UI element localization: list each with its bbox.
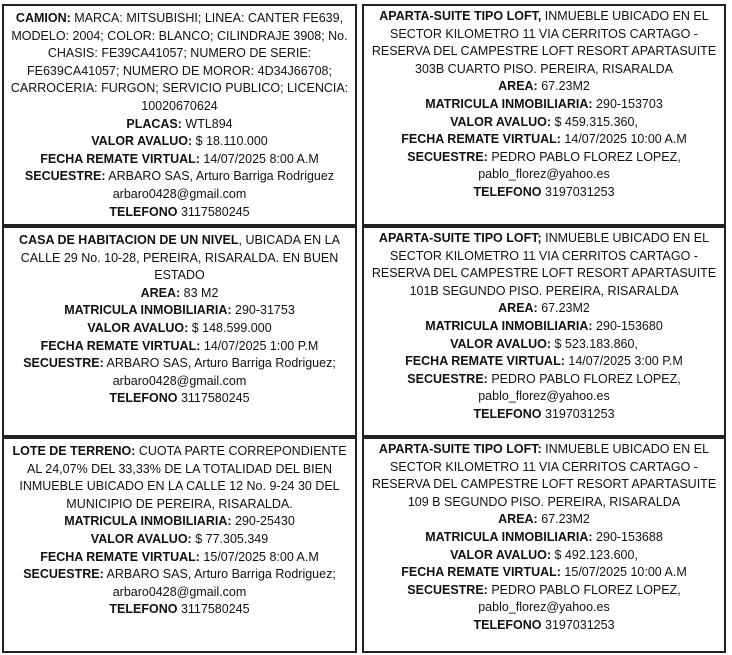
field-label: SECUESTRE: [23, 567, 104, 582]
field-value: 3197031253 [541, 406, 615, 421]
field-valor-avaluo [9, 531, 350, 549]
field-matricula [9, 513, 350, 531]
field-value: ARBARO SAS, Arturo Barriga Rodriguez; arbaro0428@gmail.com [103, 356, 336, 388]
field-telefono [369, 184, 719, 202]
listing-description: MARCA: MITSUBISHI; LINEA: CANTER FE639, MODELO: 2004; COLOR: BLANCO; CILINDRAJE 3908; No. CHASIS: FE39CA41057; NUMERO DE SERIE: FE639CA41057; NUMERO DE MOROR: 4D34J66708; CARROCERIA: FURGON; SERVICIO PUBLICO; LICENCIA: 10020670624 [10, 11, 349, 113]
listing-apartasuite-109b [362, 437, 726, 653]
field-fecha-remate [369, 353, 719, 371]
listing-apartasuite-101b [362, 226, 726, 437]
field-value: $ 77.305.349 [191, 531, 269, 546]
field-value: $ 492.123.600, [551, 547, 638, 562]
field-label: FECHA REMATE VIRTUAL: [401, 565, 561, 580]
field-value: 290-153703 [592, 96, 663, 111]
listing-summary [369, 230, 719, 300]
field-value: $ 523.183.860, [551, 336, 638, 351]
field-label: VALOR AVALUO: [450, 336, 552, 351]
field-value: 290-153688 [592, 529, 663, 544]
listing-heading: APARTA-SUITE TIPO LOFT, [379, 9, 542, 23]
field-label: MATRICULA INMOBILIARIA: [425, 529, 593, 544]
field-matricula [9, 302, 350, 320]
field-label: AREA: [498, 512, 538, 527]
field-label: VALOR AVALUO: [450, 114, 552, 129]
field-label: TELEFONO [109, 391, 178, 406]
listing-description: INMUEBLE UBICADO EN EL SECTOR KILOMETRO 11 VIA CERRITOS CARTAGO - RESERVA DEL CAMPESTRE LOFT RESORT APARTASUITE 101B SEGUNDO PISO. PEREIRA, RISARALDA [371, 231, 717, 298]
listing-description: , UBICADA EN LA CALLE 29 No. 10-28, PEREIRA, RISARALDA. EN BUEN ESTADO [20, 233, 340, 283]
field-fecha-remate [369, 564, 719, 582]
field-label: SECUESTRE: [23, 356, 104, 371]
field-secuestre [9, 566, 350, 601]
field-placas [9, 116, 350, 134]
field-matricula [369, 529, 719, 547]
listing-summary [369, 441, 719, 511]
field-value: 3117580245 [177, 391, 250, 406]
field-value: ARBARO SAS, Arturo Barriga Rodriguez arbaro0428@gmail.com [105, 169, 335, 201]
field-valor-avaluo [369, 547, 719, 565]
field-label: FECHA REMATE VIRTUAL: [40, 549, 200, 564]
field-label: VALOR AVALUO: [90, 531, 192, 546]
listing-heading: CASA DE HABITACION DE UN NIVEL [19, 233, 239, 247]
field-secuestre [9, 355, 350, 390]
field-label: FECHA REMATE VIRTUAL: [40, 151, 200, 166]
field-value: 14/07/2025 10:00 A.M [560, 132, 687, 147]
field-label: MATRICULA INMOBILIARIA: [64, 514, 232, 529]
field-secuestre [369, 371, 719, 406]
listing-heading: APARTA-SUITE TIPO LOFT; [378, 231, 542, 245]
field-value: 14/07/2025 1:00 P.M [200, 338, 319, 353]
field-value: 3117580245 [177, 602, 250, 617]
field-label: VALOR AVALUO: [87, 320, 189, 335]
field-value: $ 148.599.000 [188, 320, 272, 335]
field-value: $ 18.110.000 [192, 134, 268, 149]
field-label: TELEFONO [473, 406, 542, 421]
field-label: FECHA REMATE VIRTUAL: [401, 132, 561, 147]
listing-heading: LOTE DE TERRENO: [12, 444, 136, 458]
field-label: SECUESTRE: [407, 582, 488, 597]
field-label: FECHA REMATE VIRTUAL: [40, 338, 201, 353]
listing-camion [2, 4, 357, 226]
listing-summary [369, 8, 719, 78]
field-value: 290-31753 [231, 303, 295, 318]
listing-casa [2, 226, 357, 437]
field-valor-avaluo [369, 114, 719, 132]
field-value: $ 459.315.360, [551, 114, 638, 129]
field-label: FECHA REMATE VIRTUAL: [405, 354, 565, 369]
field-label: TELEFONO [473, 617, 542, 632]
field-value: 3117580245 [177, 204, 250, 219]
field-area [369, 300, 719, 318]
field-value: 67.23M2 [537, 79, 590, 94]
field-secuestre [369, 149, 719, 184]
field-telefono [9, 390, 350, 408]
field-value: 15/07/2025 10:00 A.M [560, 565, 687, 580]
listing-summary [9, 232, 350, 285]
field-label: TELEFONO [109, 204, 178, 219]
field-value: 67.23M2 [537, 301, 590, 316]
field-label: MATRICULA INMOBILIARIA: [425, 318, 593, 333]
field-label: AREA: [140, 285, 181, 300]
field-telefono [9, 204, 350, 222]
field-label: AREA: [498, 301, 538, 316]
field-value: ARBARO SAS, Arturo Barriga Rodriguez; arbaro0428@gmail.com [103, 567, 336, 599]
listing-summary [9, 443, 350, 513]
field-label: MATRICULA INMOBILIARIA: [64, 303, 232, 318]
field-telefono [369, 617, 719, 635]
field-secuestre [369, 582, 719, 617]
field-fecha-remate [9, 338, 350, 356]
field-value: PEDRO PABLO FLOREZ LOPEZ, pablo_florez@yahoo.es [478, 149, 681, 182]
field-label: SECUESTRE: [407, 371, 488, 386]
field-label: VALOR AVALUO: [450, 547, 552, 562]
field-fecha-remate [9, 151, 350, 169]
field-label: TELEFONO [109, 602, 178, 617]
field-label: SECUESTRE: [407, 149, 488, 164]
listing-description: CUOTA PARTE CORREPONDIENTE AL 24,07% DEL 33,33% DE LA TOTALIDAD DEL BIEN INMUEBLE UBICADO EN LA CALLE 12 No. 9-24 30 DEL MUNICIPIO DE PEREIRA, RISARALDA. [19, 444, 347, 511]
field-matricula [369, 96, 719, 114]
field-area [369, 78, 719, 96]
field-value: WTL894 [181, 116, 233, 131]
listing-lote [2, 437, 357, 653]
listing-description: INMUEBLE UBICADO EN EL SECTOR KILOMETRO 11 VIA CERRITOS CARTAGO - RESERVA DEL CAMPESTRE LOFT RESORT APARTASUITE 303B CUARTO PISO. PEREIRA, RISARALDA [371, 9, 717, 76]
field-value: 3197031253 [541, 617, 615, 632]
field-value: 3197031253 [541, 184, 615, 199]
listing-heading: APARTA-SUITE TIPO LOFT: [378, 442, 542, 456]
field-label: SECUESTRE: [24, 169, 106, 184]
listing-heading: CAMION: [15, 11, 71, 25]
field-value: 67.23M2 [537, 512, 590, 527]
field-fecha-remate [369, 131, 719, 149]
field-value: 14/07/2025 3:00 P.M [564, 354, 683, 369]
field-telefono [9, 601, 350, 619]
field-label: VALOR AVALUO: [91, 134, 193, 149]
listing-summary [9, 10, 350, 116]
field-area [9, 285, 350, 303]
field-valor-avaluo [9, 320, 350, 338]
field-label: MATRICULA INMOBILIARIA: [425, 96, 593, 111]
field-label: AREA: [498, 79, 538, 94]
field-value: 290-25430 [231, 514, 295, 529]
field-fecha-remate [9, 549, 350, 567]
listing-apartasuite-303b [362, 4, 726, 226]
field-telefono [369, 406, 719, 424]
field-value: 290-153680 [592, 318, 663, 333]
field-area [369, 511, 719, 529]
listing-description: INMUEBLE UBICADO EN EL SECTOR KILOMETRO 11 VIA CERRITOS CARTAGO - RESERVA DEL CAMPESTRE LOFT RESORT APARTASUITE 109 B SEGUNDO PISO. PEREIRA, RISARALDA [371, 442, 717, 509]
field-label: PLACAS: [126, 116, 182, 131]
field-matricula [369, 318, 719, 336]
field-label: TELEFONO [473, 184, 542, 199]
field-value: PEDRO PABLO FLOREZ LOPEZ, pablo_florez@yahoo.es [478, 582, 681, 615]
field-valor-avaluo [9, 133, 350, 151]
field-value: 83 M2 [180, 285, 219, 300]
field-value: 15/07/2025 8:00 A.M [199, 549, 319, 564]
field-value: PEDRO PABLO FLOREZ LOPEZ, pablo_florez@yahoo.es [478, 371, 681, 404]
field-value: 14/07/2025 8:00 A.M [199, 151, 319, 166]
field-secuestre [9, 168, 350, 203]
field-valor-avaluo [369, 336, 719, 354]
